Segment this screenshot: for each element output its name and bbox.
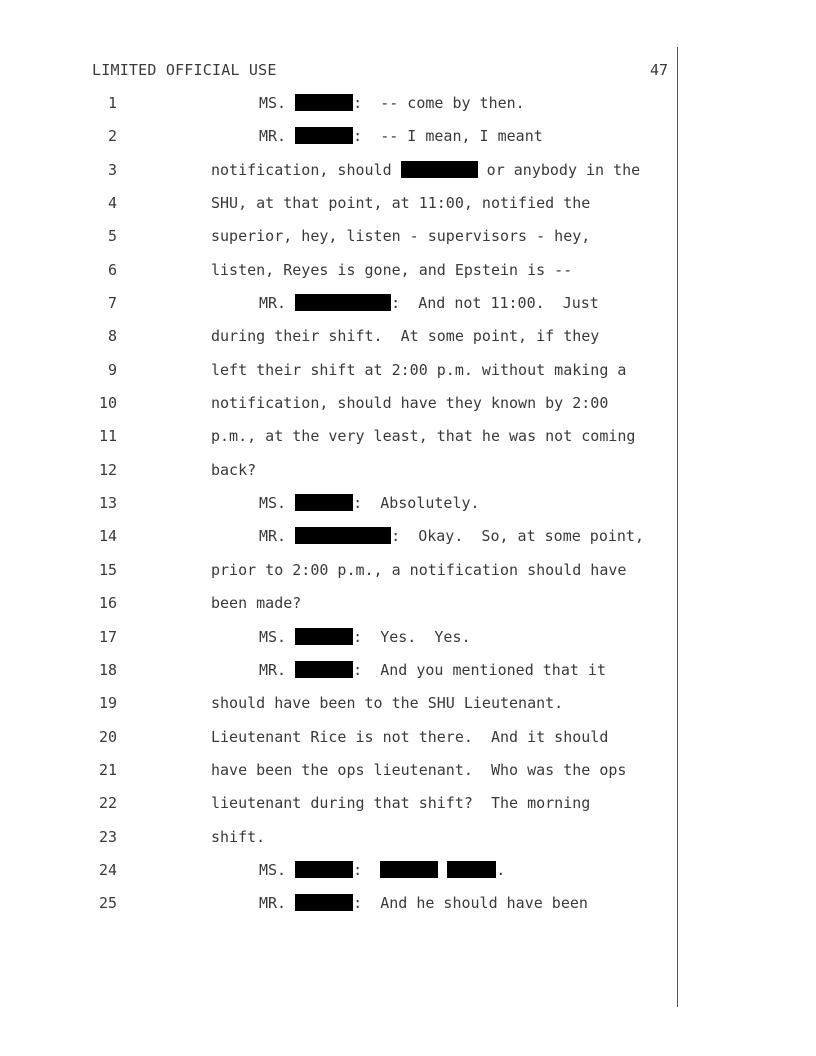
line-text (211, 161, 640, 179)
line-number: 9 (107, 360, 117, 379)
speaker-title: MR. (259, 894, 287, 913)
line-text: Lieutenant Rice is not there. And it should (211, 727, 609, 746)
redaction-block (295, 661, 353, 678)
speech-text: : -- I mean, I meant (353, 127, 543, 146)
speech-text: : And not 11:00. Just (391, 294, 599, 313)
line-text: prior to 2:00 p.m., a notification should have (211, 560, 627, 579)
transcript-line (0, 193, 816, 226)
redaction-block (295, 127, 353, 144)
transcript-line (0, 126, 816, 159)
line-text: notification, should have they known by 2:00 (211, 394, 609, 413)
transcript-line (0, 760, 816, 793)
redaction-block (295, 628, 353, 645)
speech-text: : And you mentioned that it (353, 660, 606, 679)
line-number: 10 (98, 394, 117, 413)
transcript-line (0, 93, 816, 126)
line-text (259, 527, 644, 545)
transcript-line (0, 560, 816, 593)
line-text: during their shift. At some point, if they (211, 327, 600, 346)
speaker-title: MS. (259, 860, 287, 879)
classification-header: LIMITED OFFICIAL USE (92, 61, 277, 79)
speech-text: notification, should (211, 160, 401, 179)
line-text (259, 294, 599, 312)
transcript-line (0, 426, 816, 459)
transcript-line (0, 627, 816, 660)
speech-text: : Absolutely. (353, 494, 480, 513)
line-number: 6 (107, 260, 117, 279)
speech-text: . (496, 860, 506, 879)
transcript-line (0, 526, 816, 559)
line-number: 1 (107, 94, 117, 112)
line-text (259, 628, 471, 646)
line-text: superior, hey, listen - supervisors - hey, (211, 227, 591, 246)
speaker-title: MS. (259, 627, 287, 646)
line-number: 13 (98, 494, 117, 513)
transcript-line (0, 360, 816, 393)
line-text (259, 494, 480, 512)
transcript-line (0, 293, 816, 326)
line-number: 5 (107, 227, 117, 246)
transcript-line (0, 693, 816, 726)
line-number: 12 (98, 460, 117, 479)
line-number: 24 (98, 860, 117, 879)
line-number: 22 (98, 794, 117, 813)
line-number: 18 (98, 660, 117, 679)
redaction-block (295, 861, 353, 878)
transcript-line (0, 460, 816, 493)
redaction-block (401, 161, 478, 178)
transcript-lines (0, 93, 816, 927)
redaction-block (380, 861, 438, 878)
transcript-line (0, 326, 816, 359)
transcript-line (0, 226, 816, 259)
line-number: 4 (107, 194, 117, 213)
line-text: back? (211, 460, 257, 479)
line-number: 25 (98, 894, 117, 913)
transcript-line (0, 860, 816, 893)
line-number: 7 (107, 294, 117, 313)
speech-text: : Okay. So, at some point, (391, 527, 644, 546)
line-number: 8 (107, 327, 117, 346)
transcript-line (0, 727, 816, 760)
page-number: 47 (650, 61, 669, 79)
line-text: listen, Reyes is gone, and Epstein is -- (211, 260, 573, 279)
transcript-line (0, 160, 816, 193)
line-number: 14 (98, 527, 117, 546)
line-number: 3 (107, 160, 117, 179)
speech-text: : (353, 860, 381, 879)
line-number: 11 (98, 427, 117, 446)
redaction-block (295, 494, 353, 511)
speaker-title: MR. (259, 294, 287, 313)
line-text (259, 894, 588, 912)
transcript-line (0, 493, 816, 526)
speaker-title: MR. (259, 527, 287, 546)
redaction-block (447, 861, 496, 878)
redaction-block (295, 527, 391, 544)
line-text: p.m., at the very least, that he was not coming (211, 427, 636, 446)
line-text: been made? (211, 594, 302, 613)
line-text (259, 861, 505, 879)
speaker-title: MS. (259, 94, 287, 112)
redaction-block (295, 294, 391, 311)
line-number: 16 (98, 594, 117, 613)
line-text (259, 94, 525, 112)
line-text (259, 127, 543, 145)
speaker-title: MR. (259, 660, 287, 679)
line-text: SHU, at that point, at 11:00, notified the (211, 194, 591, 213)
speaker-title: MR. (259, 127, 287, 146)
line-text: left their shift at 2:00 p.m. without making a (211, 360, 627, 379)
transcript-line (0, 660, 816, 693)
line-number: 15 (98, 560, 117, 579)
line-text: should have been to the SHU Lieutenant. (211, 694, 564, 713)
line-number: 21 (98, 760, 117, 779)
transcript-line (0, 827, 816, 860)
line-text: shift. (211, 827, 266, 846)
speech-text: : Yes. Yes. (353, 627, 471, 646)
redaction-block (295, 894, 353, 911)
line-number: 20 (98, 727, 117, 746)
redaction-block (295, 94, 353, 111)
line-number: 23 (98, 827, 117, 846)
speech-text: : And he should have been (353, 894, 588, 913)
line-number: 19 (98, 694, 117, 713)
transcript-line (0, 260, 816, 293)
line-number: 2 (107, 127, 117, 146)
speech-text: : -- come by then. (353, 94, 525, 112)
line-number: 17 (98, 627, 117, 646)
line-text: lieutenant during that shift? The morning (211, 794, 591, 813)
line-text (259, 661, 606, 679)
transcript-line (0, 393, 816, 426)
line-text: have been the ops lieutenant. Who was the ops (211, 760, 627, 779)
speaker-title: MS. (259, 494, 287, 513)
transcript-line (0, 893, 816, 926)
speech-text: or anybody in the (477, 160, 641, 179)
transcript-line (0, 793, 816, 826)
transcript-line (0, 593, 816, 626)
